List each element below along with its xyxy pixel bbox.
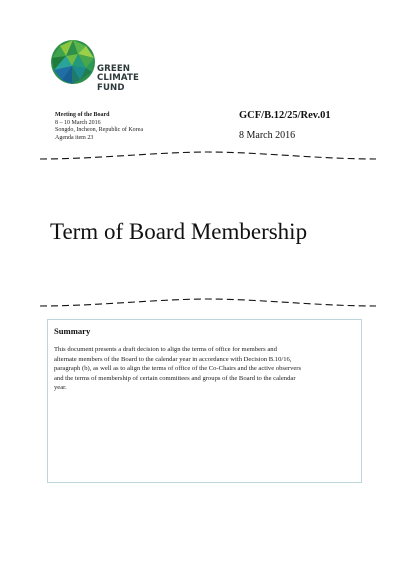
logo-line: FUND	[97, 82, 125, 93]
meeting-agenda-item: Agenda item 23	[55, 134, 94, 141]
logo-wordmark	[97, 65, 139, 93]
summary-line: alternate members of the Board to the calendar year in accordance with Decision B.10/16,	[54, 355, 292, 363]
summary-line: year.	[54, 384, 67, 391]
summary-text	[54, 345, 355, 393]
meeting-title: Meeting of the Board	[55, 112, 110, 118]
green-climate-fund-logo	[50, 38, 150, 98]
logo-line: CLIMATE	[97, 73, 139, 84]
globe-icon	[50, 38, 96, 86]
summary-box	[47, 319, 362, 483]
summary-line: and the terms of membership of certain committees and groups of the Board to the calendar	[54, 374, 296, 382]
summary-line: paragraph (b), as well as to align the terms of office of the Co-Chairs and the active observers	[54, 365, 302, 372]
meeting-dates: 8 – 10 March 2016	[55, 119, 101, 126]
logo-line: GREEN	[97, 64, 131, 74]
summary-line: This document presents a draft decision to align the terms of office for members and	[54, 346, 277, 353]
meeting-location: Songdo, Incheon, Republic of Korea	[55, 127, 143, 134]
summary-heading: Summary	[54, 326, 91, 336]
document-number: GCF/B.12/25/Rev.01	[239, 110, 331, 121]
top-divider	[38, 149, 378, 161]
meeting-info	[55, 112, 143, 142]
document-title: Term of Board Membership	[50, 219, 308, 244]
bottom-divider	[38, 296, 378, 308]
document-date: 8 March 2016	[239, 130, 296, 141]
